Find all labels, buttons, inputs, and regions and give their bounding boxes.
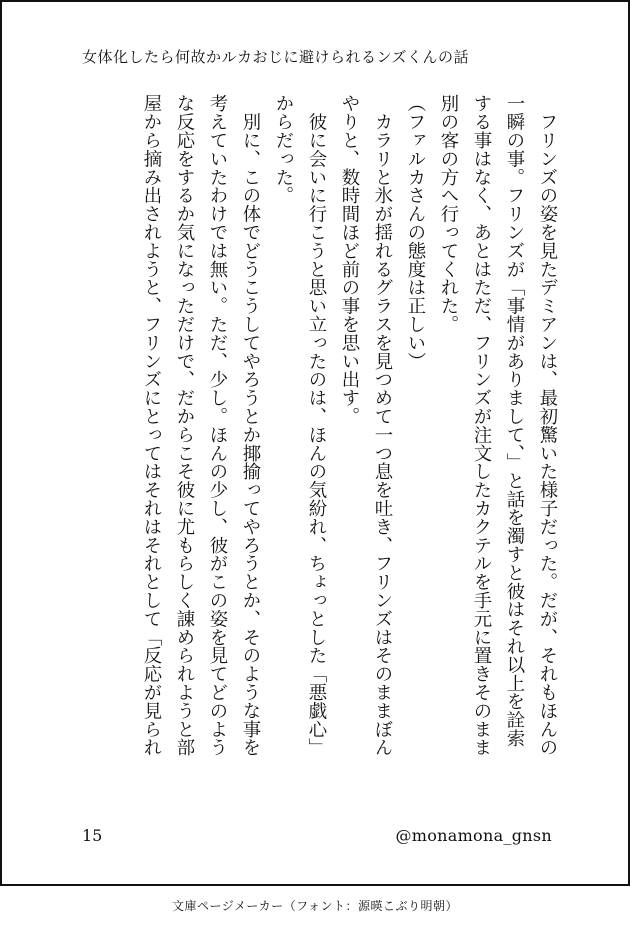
body-line: 彼に会いに行こうと思い立ったのは、ほんの気紛れ、ちょっとした「悪戯心」: [306, 94, 327, 757]
page-number: 15: [82, 826, 103, 845]
vertical-body-text: [135, 94, 564, 794]
body-line: （ファルカさんの態度は正しい）: [405, 94, 426, 370]
body-line: フリンズの姿を見たデミアンは、最初驚いた様子だった。だが、それもほんの: [537, 94, 558, 757]
body-line: 別の客の方へ行ってくれた。: [438, 94, 459, 334]
generator-caption: 文庫ページメーカー（フォント：源暎こぶり明朝）: [171, 899, 459, 913]
author-credit: @monamona_gnsn: [395, 826, 552, 845]
body-line: 屋から摘み出されようと、フリンズにとってはそれはそれとして「反応が見られ: [141, 94, 162, 757]
body-line: 考えていたわけでは無い。ただ、少し。ほんの少し、彼がこの姿を見てどのよう: [207, 94, 228, 757]
body-line: する事はなく、あとはただ、フリンズが注文したカクテルを手元に置きそのまま: [471, 94, 492, 757]
page-header-title: 女体化したら何故かルカおじに避けられるンズくんの話: [82, 48, 470, 66]
body-line: な反応をするか気になっただけで、だからこそ彼に尤もらしく諌められようと部: [174, 94, 195, 757]
body-line: やりと、数時間ほど前の事を思い出す。: [339, 94, 360, 426]
body-line: 一瞬の事。フリンズが「事情がありまして、」と話を濁すと彼はそれ以上を詮索: [504, 94, 525, 748]
body-line: カラリと氷が揺れるグラスを見つめて一つ息を吐き、フリンズはそのままぼん: [372, 94, 393, 757]
body-line: からだった。: [273, 94, 294, 205]
body-line: 別に、この体でどうこうしてやろうとか揶揄ってやろうとか、そのような事を: [240, 94, 261, 757]
